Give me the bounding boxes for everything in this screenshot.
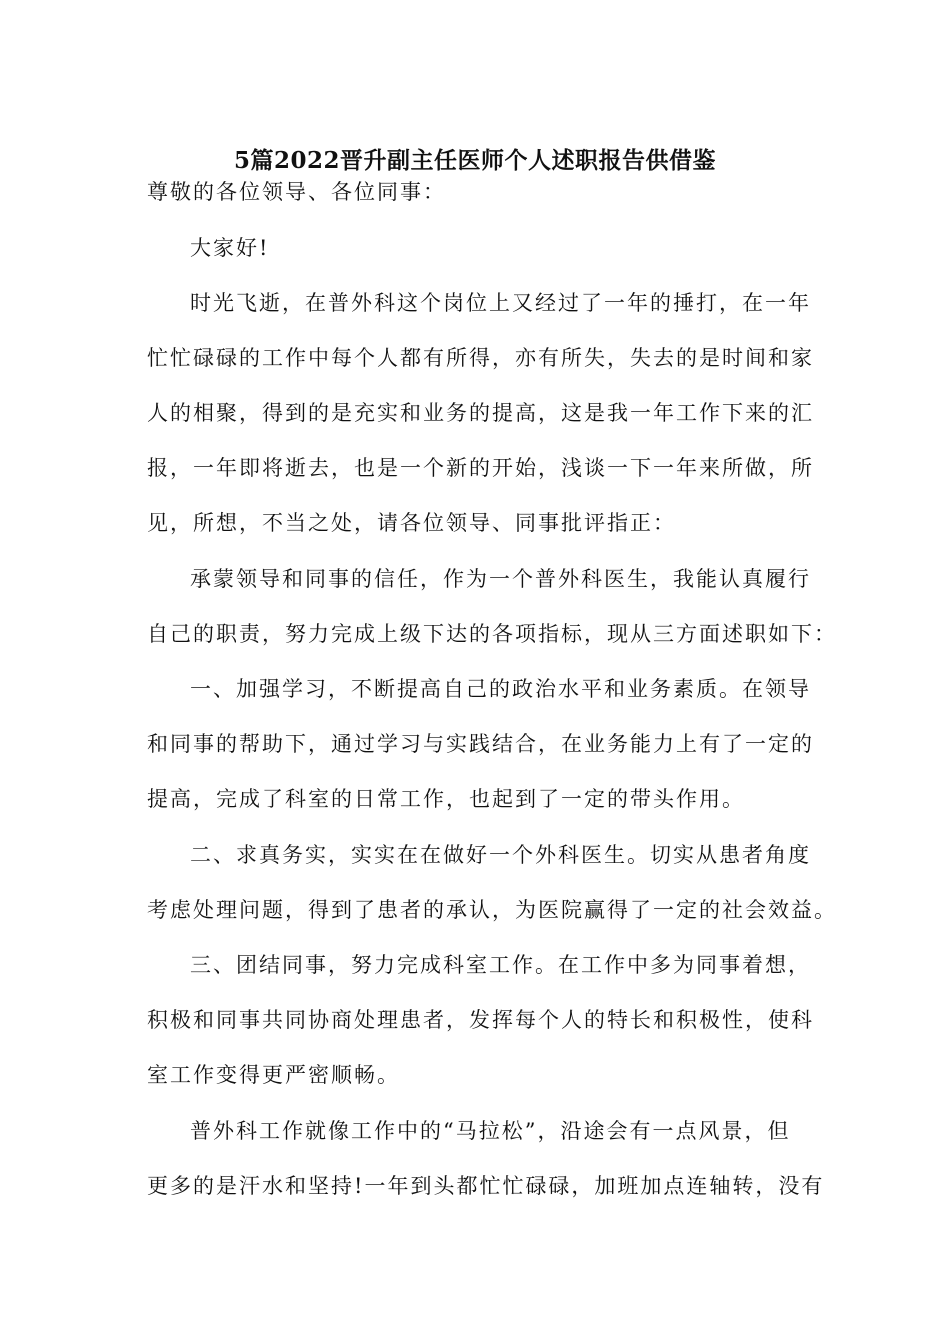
paragraph-line: 自己的职责，努力完成上级下达的各项指标，现从三方面述职如下： xyxy=(147,622,837,646)
paragraph-line: 忙忙碌碌的工作中每个人都有所得，亦有所失，失去的是时间和家 xyxy=(147,346,814,370)
paragraph-line: 普外科工作就像工作中的“马拉松”，沿途会有一点风景，但 xyxy=(190,1119,791,1143)
paragraph-line: 时光飞逝，在普外科这个岗位上又经过了一年的捶打，在一年 xyxy=(190,291,811,315)
paragraph-line: 提高，完成了科室的日常工作，也起到了一定的带头作用。 xyxy=(147,787,745,811)
paragraph-line: 考虑处理问题，得到了患者的承认，为医院赢得了一定的社会效益。 xyxy=(147,898,837,922)
paragraph-line: 积极和同事共同协商处理患者，发挥每个人的特长和积极性，使科 xyxy=(147,1008,814,1032)
paragraph-line: 更多的是汗水和坚持!一年到头都忙忙碌碌，加班加点连轴转，没有 xyxy=(147,1174,825,1198)
paragraph-line: 一、加强学习，不断提高自己的政治水平和业务素质。在领导 xyxy=(190,677,811,701)
salutation: 尊敬的各位领导、各位同事： xyxy=(147,180,446,204)
paragraph-line: 报，一年即将逝去，也是一个新的开始，浅谈一下一年来所做，所 xyxy=(147,456,814,480)
paragraph-line: 人的相聚，得到的是充实和业务的提高，这是我一年工作下来的汇 xyxy=(147,401,814,425)
document-title: 5篇2022晋升副主任医师个人述职报告供借鉴 xyxy=(233,147,717,174)
paragraph-line: 和同事的帮助下，通过学习与实践结合，在业务能力上有了一定的 xyxy=(147,732,814,756)
greeting: 大家好! xyxy=(190,236,270,260)
paragraph-line: 三、团结同事，努力完成科室工作。在工作中多为同事着想， xyxy=(190,953,811,977)
paragraph-line: 室工作变得更严密顺畅。 xyxy=(147,1063,400,1087)
paragraph-line: 承蒙领导和同事的信任，作为一个普外科医生，我能认真履行 xyxy=(190,567,811,591)
paragraph-line: 见，所想，不当之处，请各位领导、同事批评指正： xyxy=(147,511,676,535)
paragraph-line: 二、求真务实，实实在在做好一个外科医生。切实从患者角度 xyxy=(190,843,811,867)
